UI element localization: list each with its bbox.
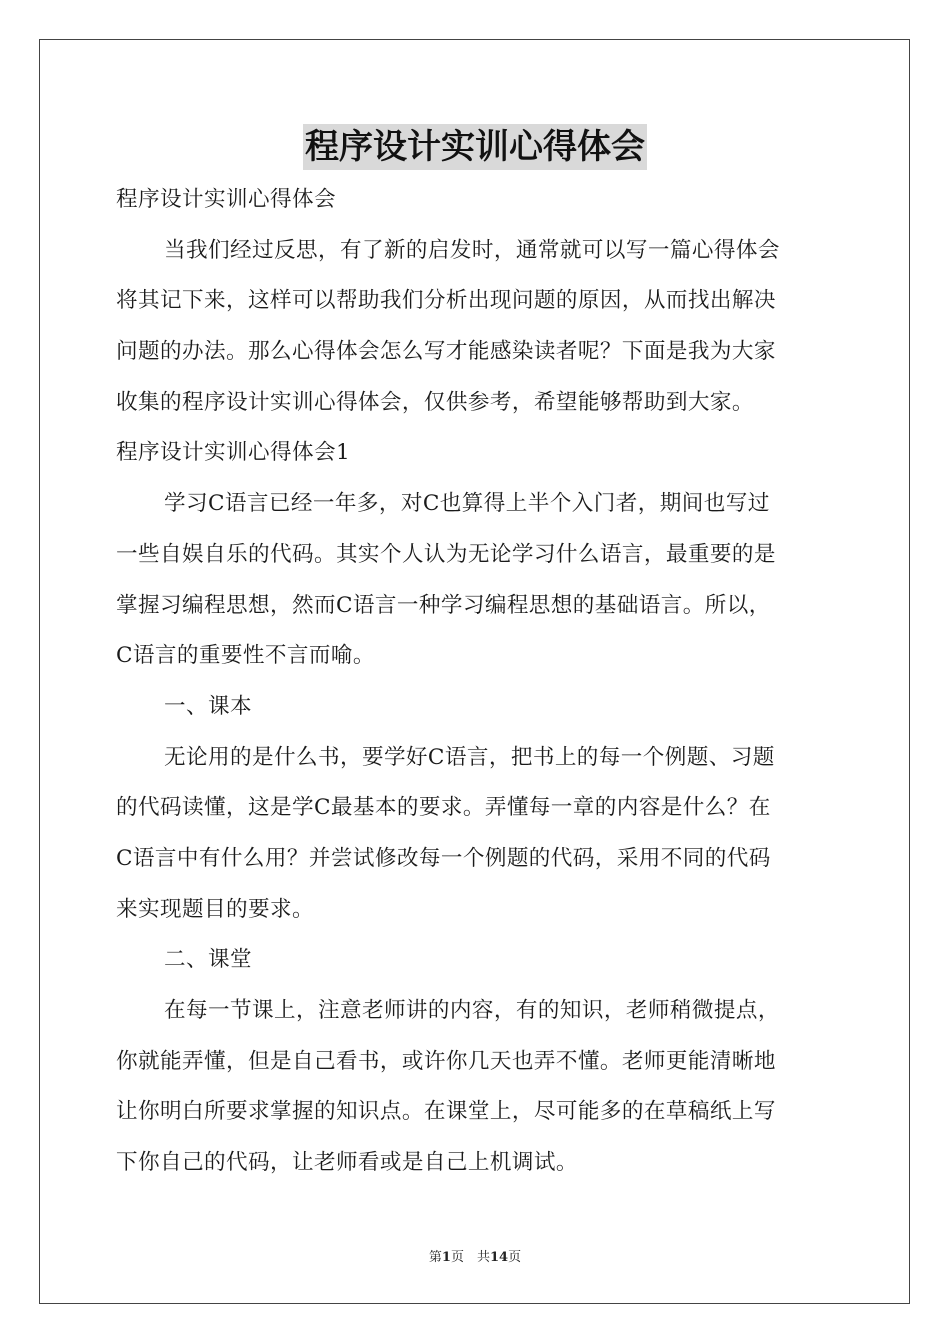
- text-line: 让你明白所要求掌握的知识点。在课堂上，尽可能多的在草稿纸上写: [116, 1099, 776, 1125]
- document-title: 程序设计实训心得体会: [303, 124, 647, 170]
- text-line: 的代码读懂，这是学C最基本的要求。弄懂每一章的内容是什么？在: [116, 795, 771, 821]
- text-line: 二、课堂: [164, 947, 252, 973]
- title-container: [0, 124, 950, 170]
- text-line: 掌握习编程思想，然而C语言一种学习编程思想的基础语言。所以，: [116, 592, 771, 618]
- page-footer: [0, 1246, 950, 1265]
- text-line: 程序设计实训心得体会1: [116, 440, 351, 466]
- footer-page-current: 1: [441, 1250, 451, 1265]
- text-line: 将其记下来，这样可以帮助我们分析出现问题的原因，从而找出解决: [116, 288, 776, 314]
- footer-prefix: 第: [428, 1250, 442, 1265]
- footer-page-total: 14: [489, 1250, 509, 1265]
- text-line: 当我们经过反思，有了新的启发时，通常就可以写一篇心得体会: [164, 237, 780, 263]
- footer-mid: 页 共: [450, 1250, 490, 1265]
- text-line: 下你自己的代码，让老师看或是自己上机调试。: [116, 1150, 578, 1176]
- text-line: 在每一节课上，注意老师讲的内容，有的知识，老师稍微提点，: [164, 998, 780, 1023]
- text-line: C语言中有什么用？并尝试修改每一个例题的代码，采用不同的代码: [116, 845, 771, 871]
- text-line: 问题的办法。那么心得体会怎么写才能感染读者呢？下面是我为大家: [116, 339, 776, 365]
- footer-suffix: 页: [508, 1250, 522, 1265]
- text-line: 程序设计实训心得体会: [116, 187, 336, 212]
- text-line: 一、课本: [164, 693, 252, 719]
- text-line: 来实现题目的要求。: [116, 896, 314, 922]
- document-body: [116, 175, 836, 1189]
- text-line: 你就能弄懂，但是自己看书，或许你几天也弄不懂。老师更能清晰地: [116, 1048, 776, 1074]
- text-line: C语言的重要性不言而喻。: [116, 643, 375, 669]
- text-line: 一些自娱自乐的代码。其实个人认为无论学习什么语言，最重要的是: [116, 541, 776, 567]
- text-line: 无论用的是什么书，要学好C语言，把书上的每一个例题、习题: [164, 744, 775, 770]
- text-line: 学习C语言已经一年多，对C也算得上半个入门者，期间也写过: [164, 491, 770, 517]
- text-line: 收集的程序设计实训心得体会，仅供参考，希望能够帮助到大家。: [116, 389, 754, 415]
